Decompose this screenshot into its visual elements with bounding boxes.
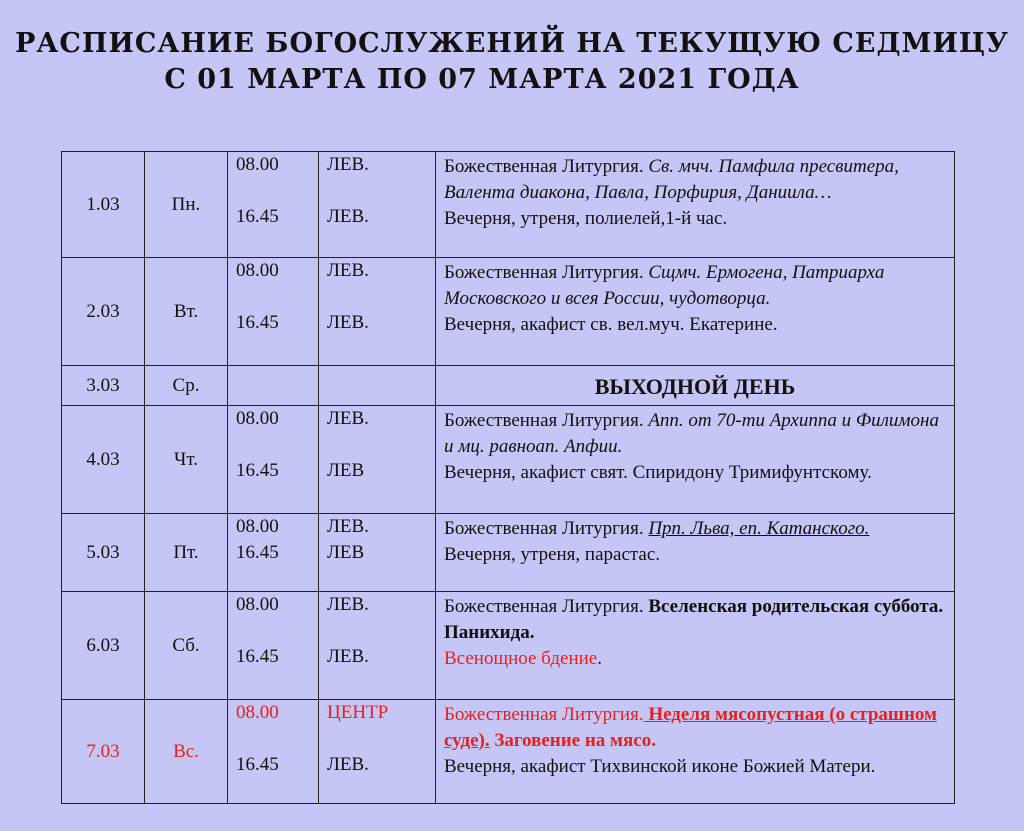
table-row: [62, 258, 955, 366]
desc-italic: Апп. от 70-ти Архиппа и Филимона и мц. равноап. Апфии.: [444, 410, 939, 457]
time-cell: [228, 152, 319, 258]
place-2: ЛЕВ.: [327, 206, 369, 227]
place-cell: [319, 258, 436, 366]
date-cell: 5.03: [62, 514, 145, 592]
description-cell: [436, 152, 955, 258]
title-line-2: С 01 МАРТА ПО 07 МАРТА 2021 ГОДА: [164, 64, 800, 95]
time-1: 08.00: [236, 516, 279, 537]
place-cell: [319, 152, 436, 258]
evening-service: Вечерня, акафист Тихвинской иконе Божией Матери.: [444, 756, 876, 777]
place-1: ЛЕВ.: [327, 260, 369, 281]
desc-italic: Св. мчч. Памфила пресвитера, Валента диакона, Павла, Порфирия, Даниила…: [444, 156, 899, 203]
page-title: [0, 26, 1024, 98]
evening-service: Вечерня, акафист св. вел.муч. Екатерине.: [444, 314, 778, 335]
place-cell: [319, 366, 436, 406]
desc-italic: Сщмч. Ермогена, Патриарха Московского и всея России, чудотворца.: [444, 262, 885, 309]
time-cell: [228, 592, 319, 700]
time-cell: [228, 514, 319, 592]
description-cell: [436, 258, 955, 366]
evening-service: Вечерня, утреня, полиелей,1-й час.: [444, 208, 728, 229]
place-2: ЛЕВ: [327, 542, 365, 563]
place-1: ЦЕНТР: [327, 702, 389, 723]
place-2: ЛЕВ.: [327, 312, 369, 333]
desc-plain: Божественная Литургия.: [444, 156, 644, 177]
date-cell: 7.03: [62, 700, 145, 804]
day-cell: Пн.: [145, 152, 228, 258]
day-cell: Ср.: [145, 366, 228, 406]
day-off-label: ВЫХОДНОЙ ДЕНЬ: [436, 366, 955, 406]
time-cell: [228, 406, 319, 514]
desc-bold-underline: Неделя мясопустная (о страшном суде).: [444, 704, 937, 751]
place-cell: [319, 592, 436, 700]
time-2: 16.45: [236, 312, 279, 333]
date-cell: 4.03: [62, 406, 145, 514]
day-cell: Вс.: [145, 700, 228, 804]
place-1: ЛЕВ.: [327, 516, 369, 537]
table-row: [62, 700, 955, 804]
desc-plain: Божественная Литургия.: [444, 704, 644, 725]
table-row: [62, 152, 955, 258]
table-row: [62, 592, 955, 700]
desc-plain: Божественная Литургия.: [444, 518, 644, 539]
time-1: 08.00: [236, 702, 279, 723]
place-cell: [319, 406, 436, 514]
time-1: 08.00: [236, 594, 279, 615]
place-1: ЛЕВ.: [327, 594, 369, 615]
date-cell: 6.03: [62, 592, 145, 700]
description-cell: [436, 406, 955, 514]
desc-italic: Прп. Льва, еп. Катанского.: [648, 518, 870, 539]
date-cell: 1.03: [62, 152, 145, 258]
place-2: ЛЕВ.: [327, 754, 369, 775]
table-row: [62, 366, 955, 406]
time-2: 16.45: [236, 754, 279, 775]
table-row: [62, 514, 955, 592]
date-cell: 2.03: [62, 258, 145, 366]
description-cell: [436, 592, 955, 700]
desc-bold: Вселенская родительская суббота.: [643, 596, 944, 617]
place-cell: [319, 700, 436, 804]
evening-dot: .: [597, 648, 602, 669]
desc-plain: Божественная Литургия.: [444, 596, 644, 617]
time-2: 16.45: [236, 646, 279, 667]
description-cell: [436, 514, 955, 592]
place-2: ЛЕВ.: [327, 646, 369, 667]
time-cell: [228, 366, 319, 406]
desc-bold: Заговение на мясо.: [489, 730, 656, 751]
title-line-1: РАСПИСАНИЕ БОГОСЛУЖЕНИЙ НА ТЕКУЩУЮ СЕДМИЦУ: [15, 28, 1009, 59]
day-cell: Пт.: [145, 514, 228, 592]
schedule-table: [61, 151, 955, 804]
desc-plain: Божественная Литургия.: [444, 410, 644, 431]
time-2: 16.45: [236, 460, 279, 481]
table-row: [62, 406, 955, 514]
place-1: ЛЕВ.: [327, 154, 369, 175]
time-1: 08.00: [236, 260, 279, 281]
desc-plain: Божественная Литургия.: [444, 262, 644, 283]
day-cell: Чт.: [145, 406, 228, 514]
desc-bold-2: Панихида.: [444, 622, 535, 643]
time-cell: [228, 700, 319, 804]
place-2: ЛЕВ: [327, 460, 365, 481]
description-cell: [436, 700, 955, 804]
evening-service: Вечерня, акафист свят. Спиридону Тримифунтскому.: [444, 462, 872, 483]
evening-service: Вечерня, утреня, парастас.: [444, 544, 661, 565]
day-cell: Вт.: [145, 258, 228, 366]
time-cell: [228, 258, 319, 366]
place-1: ЛЕВ.: [327, 408, 369, 429]
evening-service: Всенощное бдение: [444, 648, 598, 669]
time-2: 16.45: [236, 206, 279, 227]
time-1: 08.00: [236, 408, 279, 429]
time-2: 16.45: [236, 542, 279, 563]
time-1: 08.00: [236, 154, 279, 175]
day-cell: Сб.: [145, 592, 228, 700]
date-cell: 3.03: [62, 366, 145, 406]
place-cell: [319, 514, 436, 592]
